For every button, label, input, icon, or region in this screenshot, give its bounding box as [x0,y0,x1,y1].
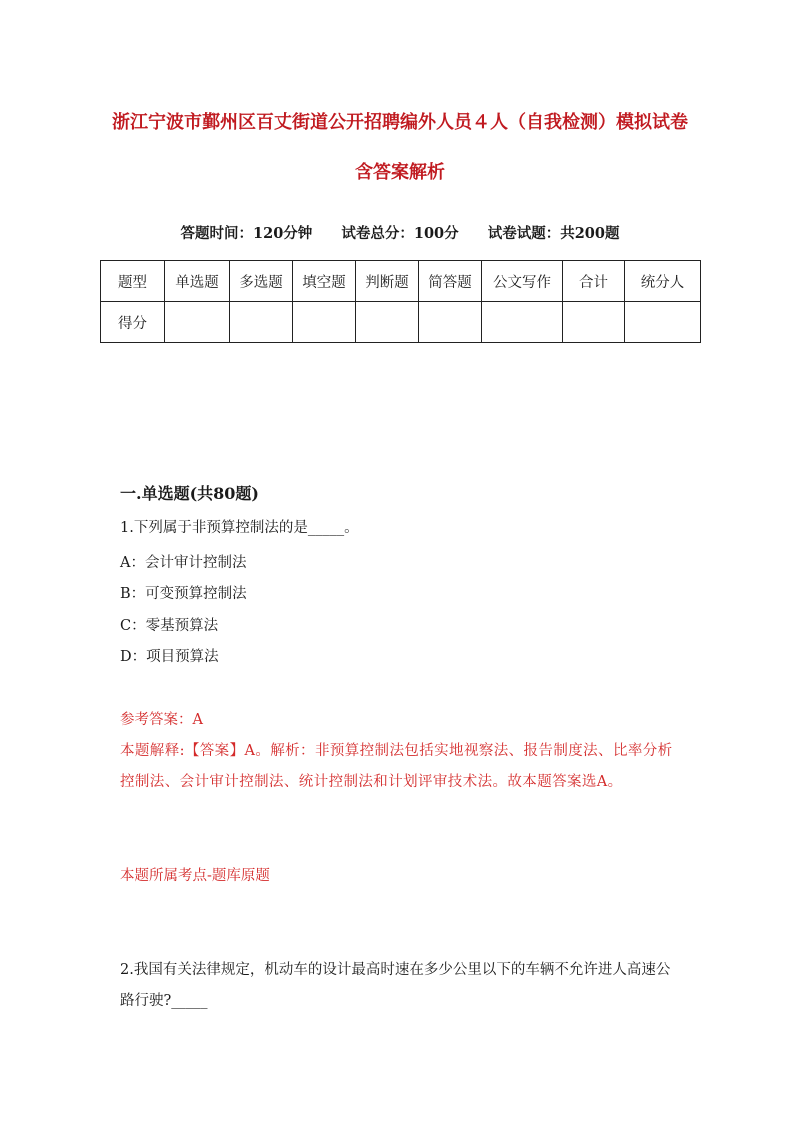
score-row-label: 得分 [101,302,165,343]
exam-time: 答题时间：120分钟 [180,225,313,242]
question-1-option-d: D：项目预算法 [120,649,219,665]
question-1-option-c: C：零基预算法 [120,618,219,634]
score-cell [356,302,419,343]
document-title: 浙江宁波市鄞州区百丈街道公开招聘编外人员４人（自我检测）模拟试卷含答案解析 [112,112,688,183]
score-cell [165,302,230,343]
header-cell-total: 合计 [563,261,625,302]
score-cell [293,302,356,343]
exam-total-score: 试卷总分：100分 [341,225,459,242]
score-table-score-row [101,302,701,343]
score-table [100,260,701,343]
score-table-header-row [101,261,701,302]
header-cell-multi: 多选题 [230,261,293,302]
question-1-option-b: B：可变预算控制法 [120,586,247,602]
question-1-source: 本题所属考点-题库原题 [120,868,270,884]
score-cell [230,302,293,343]
question-1-explanation [120,736,680,798]
header-cell-writing: 公文写作 [482,261,563,302]
header-cell-single: 单选题 [165,261,230,302]
header-cell-type: 题型 [101,261,165,302]
question-1-text: 1.下列属于非预算控制法的是_____。 [120,520,359,536]
score-cell [625,302,701,343]
score-cell [563,302,625,343]
question-2-text: 2.我国有关法律规定，机动车的设计最高时速在多少公里以下的车辆不允许进人高速公路行驶?_____ [120,962,671,1009]
score-cell [482,302,563,343]
section-title: 一.单选题(共80题) [120,484,259,503]
score-cell [419,302,482,343]
question-1-answer: 参考答案：A [120,712,203,728]
header-cell-judge: 判断题 [356,261,419,302]
header-cell-scorer: 统分人 [625,261,701,302]
question-1-option-a: A：会计审计控制法 [120,555,247,571]
exam-total-questions: 试卷试题：共200题 [487,225,620,242]
question-1-explanation-text: 本题解释:【答案】A。解析：非预算控制法包括实地视察法、报告制度法、比率分析控制法、会计审计控制法、统计控制法和计划评审技术法。故本题答案选A。 [120,743,673,790]
header-cell-fill: 填空题 [293,261,356,302]
header-cell-short: 简答题 [419,261,482,302]
exam-meta [0,222,800,243]
